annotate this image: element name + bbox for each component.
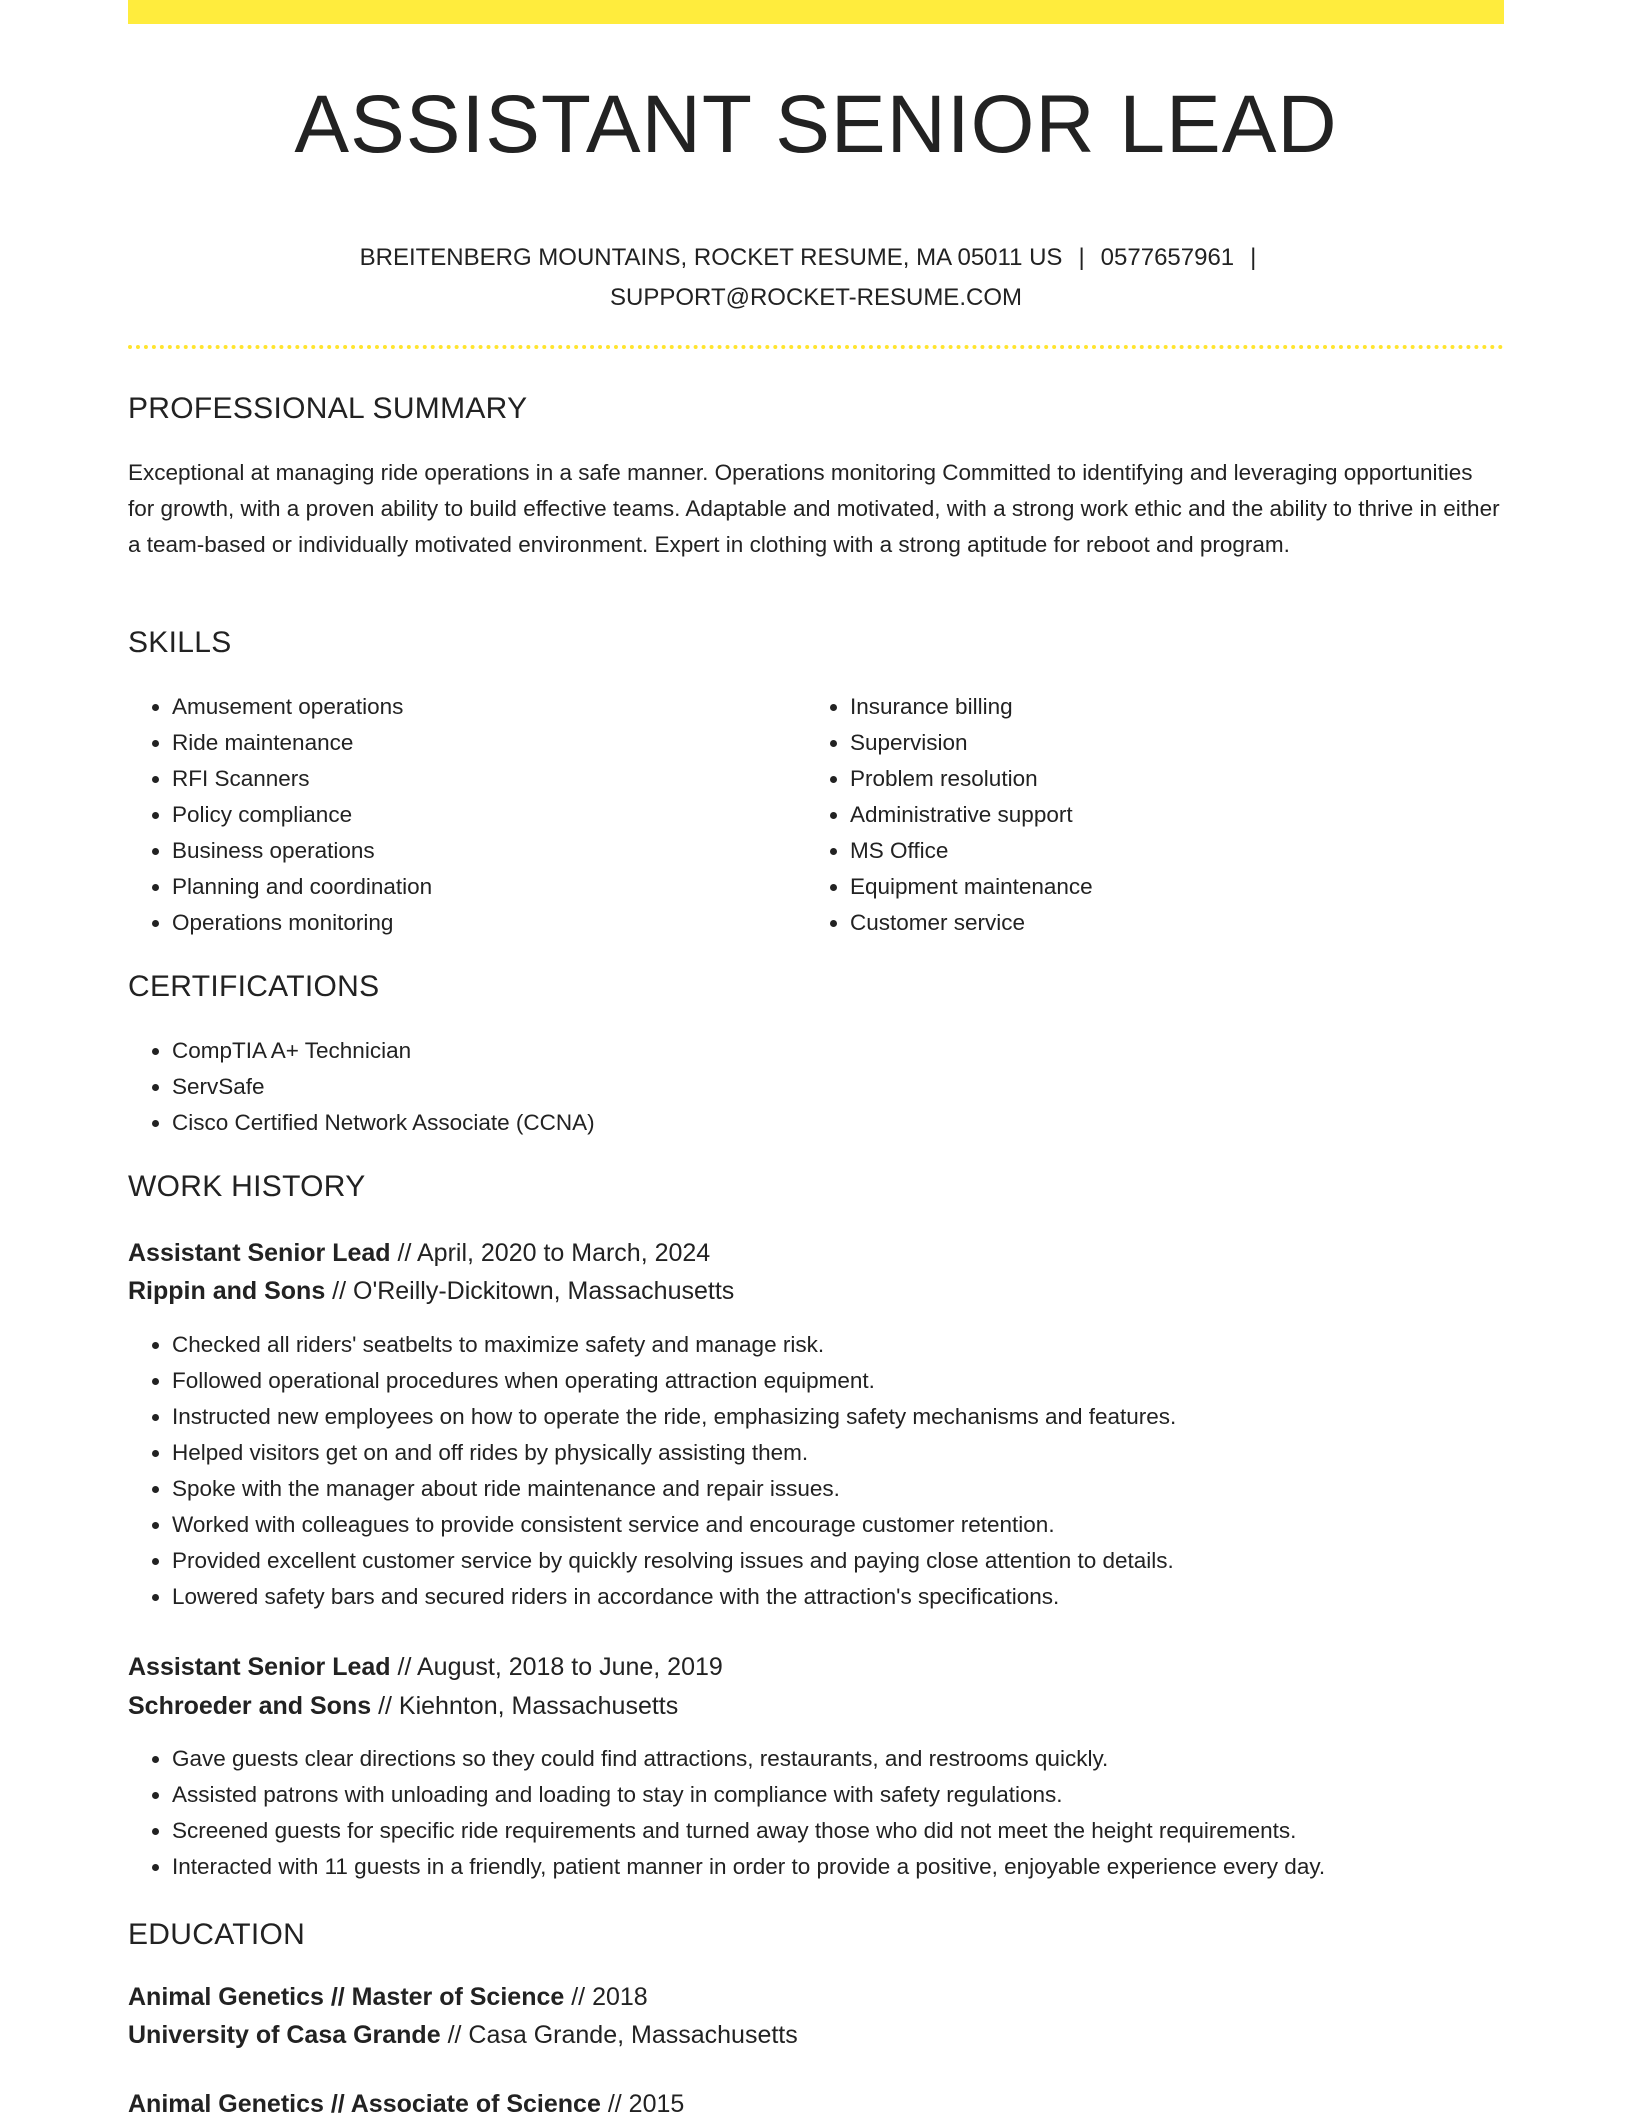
resume-title: ASSISTANT SENIOR LEAD [294,79,1338,170]
certifications-heading: CERTIFICATIONS [128,970,380,1003]
education-year: // 2018 [571,1983,648,2011]
job-bullets [128,1327,1176,1615]
contact-email: SUPPORT@ROCKET-RESUME.COM [610,284,1022,311]
job-company: Rippin and Sons [128,1277,326,1305]
skill-item: • RFI Scanners [172,761,788,797]
skill-item: • Ride maintenance [172,725,788,761]
skill-item: • Problem resolution [850,761,1466,797]
education-school: University of Casa Grande [128,2021,441,2049]
job-bullet: • Screened guests for specific ride requirements and turned away those who did not meet the height requirements. [172,1813,1325,1849]
skills-right-list [806,689,1466,941]
skills-heading: SKILLS [128,626,232,659]
job-title: Assistant Senior Lead [128,1653,391,1681]
job-bullet: • Worked with colleagues to provide consistent service and encourage customer retention. [172,1507,1176,1543]
skill-item: • MS Office [850,833,1466,869]
job-bullet: • Followed operational procedures when operating attraction equipment. [172,1363,1176,1399]
job-bullet: • Interacted with 11 guests in a friendly, patient manner in order to provide a positive, enjoyable experience every day. [172,1849,1325,1885]
job-bullets [128,1741,1325,1885]
education-degree-line [128,1978,648,2016]
summary-heading: PROFESSIONAL SUMMARY [128,392,528,425]
job-location: // Kiehnton, Massachusetts [378,1692,679,1720]
certifications-list [128,1033,595,1141]
skill-item: • Business operations [172,833,788,869]
job-title-line [128,1234,710,1272]
job-bullet: • Assisted patrons with unloading and loading to stay in compliance with safety regulations. [172,1777,1325,1813]
job-bullet: • Spoke with the manager about ride maintenance and repair issues. [172,1471,1176,1507]
job-company-line [128,1687,678,1725]
job-dates: // August, 2018 to June, 2019 [397,1653,723,1681]
job-bullet: • Helped visitors get on and off rides by physically assisting them. [172,1435,1176,1471]
job-title: Assistant Senior Lead [128,1239,391,1267]
education-degree: Animal Genetics // Master of Science [128,1983,565,2011]
skill-item: • Operations monitoring [172,905,788,941]
contact-separator: | [1078,244,1085,271]
contact-line-1 [128,238,1504,278]
skill-item: • Equipment maintenance [850,869,1466,905]
contact-phone: 0577657961 [1100,244,1235,271]
education-degree-line [128,2085,684,2123]
education-school-line [128,2016,798,2054]
skill-item: • Insurance billing [850,689,1466,725]
work-history-heading: WORK HISTORY [128,1170,366,1203]
skill-item: • Policy compliance [172,797,788,833]
skills-left-list [128,689,788,941]
summary-text: Exceptional at managing ride operations in a safe manner. Operations monitoring Committed to identifying and leveraging opportunities for growth, with a proven ability to build effective teams. Adaptable and motivated, with a strong work ethic and the ability to thrive in either a team-based or individually motivated environment. Expert in clothing with a strong aptitude for reboot and program. [128,460,1500,557]
education-heading: EDUCATION [128,1918,306,1951]
skill-item: • Supervision [850,725,1466,761]
accent-top-bar [128,0,1504,24]
certification-item: • ServSafe [172,1069,595,1105]
education-degree: Animal Genetics // Associate of Science [128,2090,601,2118]
job-location: // O'Reilly-Dickitown, Massachusetts [332,1277,735,1305]
contact-line-2 [128,278,1504,318]
job-bullet: • Checked all riders' seatbelts to maximize safety and manage risk. [172,1327,1176,1363]
contact-info [128,238,1504,318]
job-bullet: • Instructed new employees on how to operate the ride, emphasizing safety mechanisms and features. [172,1399,1176,1435]
job-dates: // April, 2020 to March, 2024 [397,1239,711,1267]
skill-item: • Planning and coordination [172,869,788,905]
job-bullet: • Provided excellent customer service by quickly resolving issues and paying close attention to details. [172,1543,1176,1579]
contact-separator: | [1250,244,1257,271]
job-bullet: • Lowered safety bars and secured riders in accordance with the attraction's specifications. [172,1579,1176,1615]
certification-item: • Cisco Certified Network Associate (CCNA) [172,1105,595,1141]
skills-right-column [806,689,1466,941]
education-location: // Casa Grande, Massachusetts [447,2021,798,2049]
job-title-line [128,1648,723,1686]
skill-item: • Amusement operations [172,689,788,725]
job-company-line [128,1272,734,1310]
education-year: // 2015 [607,2090,685,2118]
header-divider [128,345,1504,349]
certification-item: • CompTIA A+ Technician [172,1033,595,1069]
skills-left-column [128,689,788,941]
skill-item: • Administrative support [850,797,1466,833]
job-company: Schroeder and Sons [128,1692,372,1720]
contact-address: BREITENBERG MOUNTAINS, ROCKET RESUME, MA 05011 US [359,244,1063,271]
skill-item: • Customer service [850,905,1466,941]
job-bullet: • Gave guests clear directions so they could find attractions, restaurants, and restrooms quickly. [172,1741,1325,1777]
